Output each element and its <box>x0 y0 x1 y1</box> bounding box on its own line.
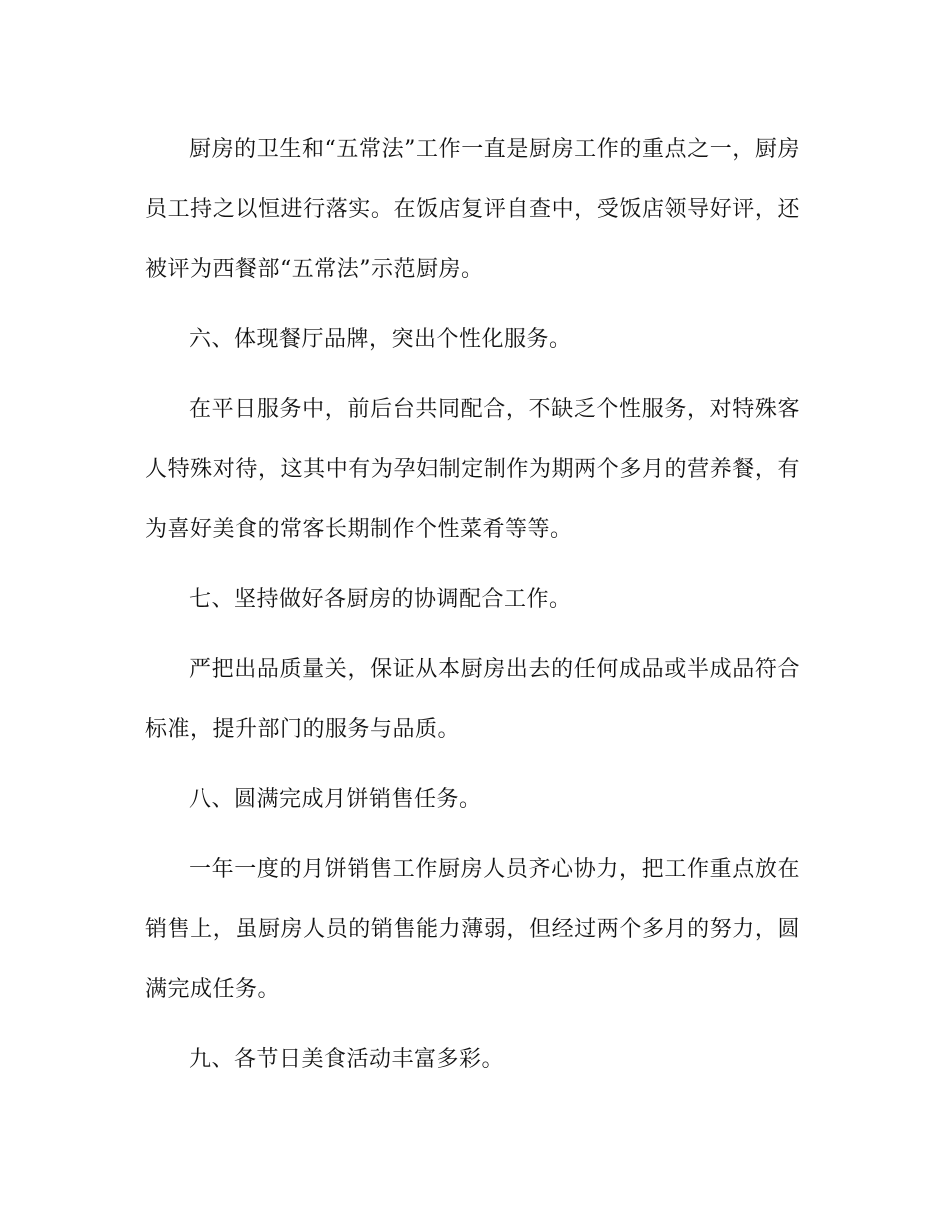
paragraph-quality-control: 严把出品质量关，保证从本厨房出去的任何成品或半成品符合标准，提升部门的服务与品质。 <box>145 657 800 742</box>
paragraph-personalized-service: 在平日服务中，前后台共同配合，不缺乏个性服务，对特殊客人特殊对待，这其中有为孕妇制定制作为期两个多月的营养餐，有为喜好美食的常客长期制作个性菜肴等等。 <box>145 397 800 542</box>
section-heading-8: 八、圆满完成月饼销售任务。 <box>189 787 482 812</box>
paragraph-mooncake-sales: 一年一度的月饼销售工作厨房人员齐心协力，把工作重点放在销售上，虽厨房人员的销售能力薄弱，但经过两个多月的努力，圆满完成任务。 <box>145 857 800 1002</box>
paragraph-hygiene: 厨房的卫生和“五常法”工作一直是厨房工作的重点之一，厨房员工持之以恒进行落实。在饭店复评自查中，受饭店领导好评，还被评为西餐部“五常法”示范厨房。 <box>145 137 800 282</box>
section-heading-9: 九、各节日美食活动丰富多彩。 <box>189 1047 505 1072</box>
section-heading-7: 七、坚持做好各厨房的协调配合工作。 <box>189 587 572 612</box>
document-body <box>145 120 800 1100</box>
section-heading-6: 六、体现餐厅品牌，突出个性化服务。 <box>189 327 572 352</box>
